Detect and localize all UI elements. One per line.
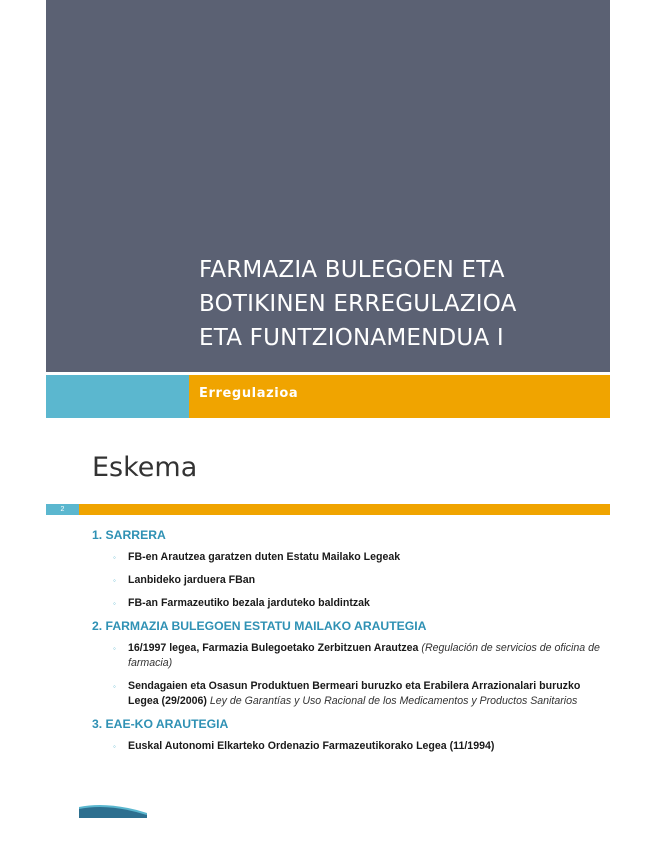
item-translation: Ley de Garantías y Uso Racional de los Medicamentos y Productos Sanitarios xyxy=(209,695,578,707)
list-item xyxy=(92,573,602,588)
bullet-icon: ◦ xyxy=(113,742,116,751)
slide-heading: Eskema xyxy=(92,452,198,483)
list-item xyxy=(92,641,602,671)
item-text: Lanbideko jarduera FBan xyxy=(128,574,256,586)
list-item xyxy=(92,596,602,611)
header-bar xyxy=(79,504,610,515)
outline-slide xyxy=(46,438,610,818)
outline-content xyxy=(92,528,602,762)
slide-title xyxy=(199,253,599,355)
teal-accent-block xyxy=(46,375,189,418)
bullet-icon: ◦ xyxy=(113,553,116,562)
section-title-1: 1. SARRERA xyxy=(92,528,166,542)
bullet-icon: ◦ xyxy=(113,682,116,691)
item-text: FB-an Farmazeutiko bezala jarduteko baldintzak xyxy=(128,597,370,609)
list-item xyxy=(92,679,602,709)
item-text: FB-en Arautzea garatzen duten Estatu Mailako Legeak xyxy=(128,551,401,563)
title-background xyxy=(46,0,610,372)
title-line-3: ETA FUNTZIONAMENDUA I xyxy=(199,325,504,351)
title-line-2: BOTIKINEN ERREGULAZIOA xyxy=(199,291,517,317)
section-title-2: 2. FARMAZIA BULEGOEN ESTATU MAILAKO ARAUTEGIA xyxy=(92,619,427,633)
section-1-list xyxy=(92,550,602,611)
slide-subtitle: Erregulazioa xyxy=(199,386,299,401)
decorative-wave xyxy=(79,800,147,818)
slide-number: 2 xyxy=(46,504,79,515)
title-line-1: FARMAZIA BULEGOEN ETA xyxy=(199,257,505,283)
bullet-icon: ◦ xyxy=(113,576,116,585)
title-slide xyxy=(46,0,610,418)
item-text: 16/1997 legea, Farmazia Bulegoetako Zerbitzuen Arautzea xyxy=(128,642,419,654)
item-text: Euskal Autonomi Elkarteko Ordenazio Farmazeutikorako Legea (11/1994) xyxy=(128,740,495,752)
list-item xyxy=(92,739,602,754)
bullet-icon: ◦ xyxy=(113,644,116,653)
section-title-3: 3. EAE-KO ARAUTEGIA xyxy=(92,717,229,731)
bullet-icon: ◦ xyxy=(113,599,116,608)
section-3-list xyxy=(92,739,602,754)
item-text: Sendagaien eta Osasun Produktuen Bermeari buruzko eta Erabilera Arrazionalari buruzko Legea (29/2006) xyxy=(128,680,581,707)
section-2-list xyxy=(92,641,602,709)
list-item xyxy=(92,550,602,565)
item-translation: (Regulación de servicios de oficina de farmacia) xyxy=(128,642,600,669)
